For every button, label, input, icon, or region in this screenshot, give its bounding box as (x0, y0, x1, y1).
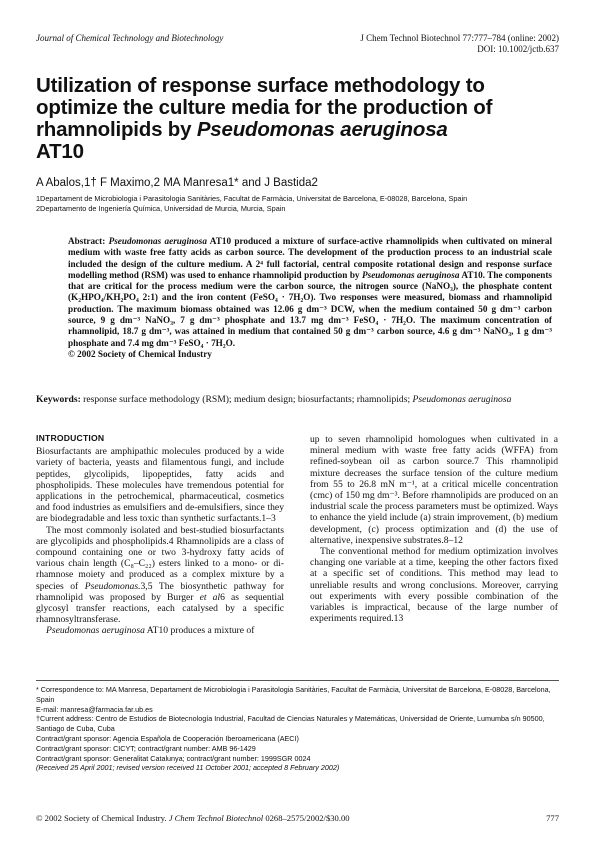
doi-line: DOI: 10.1002/jctb.637 (477, 44, 559, 54)
journal-name: Journal of Chemical Technology and Biotechnology (36, 33, 224, 43)
footnote-received-dates: (Received 25 April 2001; revised version received 11 October 2001; accepted 8 February 2002) (36, 763, 340, 773)
intro-paragraph-1: Biosurfactants are amphipathic molecules produced by a wide variety of bacteria, yeasts and filamentous fungi, and include peptides, glycolipids, lipopeptides, fatty acids and phospholipids. These molecules have tremendous potential for applications in the petrochemical, pharmaceutical, cosmetics and food industries as emulsifiers and de-emulsifiers, since they are biodegradable and less toxic than synthetic surfactants.1–3 (36, 446, 284, 525)
title-part-2: AT10 (36, 140, 84, 163)
intro-paragraph-4: The conventional method for medium optimization involves changing one variable at a time, keeping the other factors fixed at a specific set of conditions. This method may lead to unreliable results and wrong conclusions. Moreover, carrying out experiments with every possible combination of the variables is impractical, because of the large number of experiments required.13 (310, 546, 558, 625)
abstract (68, 236, 552, 360)
title-organism: Pseudomonas aeruginosa (196, 118, 448, 141)
left-column (36, 433, 284, 637)
journal-citation (360, 33, 559, 55)
citation-line: J Chem Technol Biotechnol 77:777–784 (online: 2002) (360, 33, 559, 43)
abstract-organism: Pseudomonas aeruginosa (108, 236, 207, 246)
footnote-email: E-mail: manresa@farmacia.far.ub.es (36, 704, 153, 714)
keywords-organism: Pseudomonas aeruginosa (412, 394, 512, 405)
keywords (36, 394, 556, 406)
footer-copyright: © 2002 Society of Chemical Industry. J Chem Technol Biotechnol 0268–2575/2002/$30.00 (36, 813, 350, 823)
abstract-copyright: © 2002 Society of Chemical Industry (68, 348, 212, 359)
abstract-text-b: AT10. The components that are critical for the process medium were the carbon source, the nitrogen source (NaNO₃), the phosphate content (K₂HPO₄/KH₂PO₄ 2:1) and the iron content (FeSO₄ · 7H₂O). Two responses were measured, biomass and rhamnolipid production. The maximum biomass obtained was 12.06 g dm⁻³ DCW, when the medium contained 50 g dm⁻³ carbon source, 9 g dm⁻³ NaNO₃, 7 g dm⁻³ phosphate and 13.7 mg dm⁻³ FeSO₄ · 7H₂O. The maximum concentration of rhamnolipid, 18.7 g dm⁻³, was attained in medium that contained 50 g dm⁻³ carbon source, 4.6 g dm⁻³ NaNO₃, 1 g dm⁻³ phosphate and 7.4 mg dm⁻³ FeSO₄ · 7H₂O. (68, 269, 552, 348)
keywords-text: response surface methodology (RSM); medium design; biosurfactants; rhamnolipids; (83, 394, 411, 405)
article-title (36, 75, 566, 163)
keywords-label: Keywords: (36, 394, 81, 405)
title-part-1: Utilization of response surface methodology to optimize the culture media for the production of rhamnolipids by (36, 74, 493, 141)
footnote-sponsor-3: Contract/grant sponsor: Generalitat Catalunya; contract/grant number: 1999SGR 0024 (36, 753, 311, 763)
page-number: 777 (546, 813, 559, 823)
footnote-correspondence: * Correspondence to: MA Manresa, Departament de Microbiologia i Parasitologia Sanitàries, Facultat de Farmàcia, Universitat de Barcelona, E-08028, Barcelona, Spain (36, 685, 551, 704)
footnote-current-address: †Current address: Centro de Estudios de Biotecnología Industrial, Facultad de Ciencias Naturales y Matemáticas, Universidad de Oriente, Lumumba s/n 90500, Santiago de Cuba, Cuba (36, 714, 545, 734)
abstract-label: Abstract: (68, 236, 106, 246)
affiliation-1: 1Departament de Microbiologia i Parasitologia Sanitàries, Facultat de Farmàcia, Universitat de Barcelona, E-08028, Barcelona, Spain (36, 194, 468, 203)
footnote-sponsor-2: Contract/grant sponsor: CICYT; contract/grant number: AMB 96-1429 (36, 743, 256, 753)
right-column (310, 434, 558, 624)
footnote-sponsor-1: Contract/grant sponsor: Agencia Española de Cooperación Iberoamericana (AECI) (36, 733, 299, 743)
footnotes (36, 685, 566, 773)
section-heading-introduction: INTRODUCTION (36, 433, 105, 443)
abstract-text-a: AT10 produced a mixture of surface-active rhamnolipids when cultivated on mineral medium with waste free fatty acids as carbon source. The development of the production process to an industrial scale included the design of the culture medium. A 2⁴ full factorial, central composite rotational design and response surface modelling method (RSM) was used to enhance rhamnolipid production by (68, 236, 553, 280)
intro-paragraph-2: The most commonly isolated and best-studied biosurfactants are glycolipids and phospholipids.4 Rhamnolipids are a class of compound containing one or two 3-hydroxy fatty acids of various chain length (C₈–C₂₂) esters linked to a mono- or di-rhamnose moiety and produced as a complex mixture by a species of Pseudomonas.3,5 The biosynthetic pathway for rhamnolipid was proposed by Burger et al6 as sequential glycosyl transfer reactions, each catalysed by a specific rhamnosyltransferase. (36, 524, 284, 626)
author-list: A Abalos,1† F Maximo,2 MA Manresa1* and J Bastida2 (36, 177, 318, 189)
abstract-organism-2: Pseudomonas aeruginosa (362, 269, 460, 280)
intro-paragraph-3-continued: up to seven rhamnolipid homologues when cultivated in a mineral medium with waste free fatty acids (WFFA) from refined-soybean oil as carbon source.7 This rhamnolipid mixture decreases the surface tension of the culture medium from 55 to 26.8 mN m⁻¹, at a critical micelle concentration (cmc) of 150 mg dm⁻³. Before rhamnolipids are produced on an industrial scale the process parameters must be optimized. Ways to enhance the yield include (a) strain improvement, (b) medium development, (c) process optimization and (d) the use of alternative, inexpensive substrates.8–12 (310, 434, 558, 546)
footnote-divider (36, 680, 559, 681)
affiliation-2: 2Departamento de Ingeniería Química, Universidad de Murcia, Murcia, Spain (36, 203, 286, 213)
intro-paragraph-3: Pseudomonas aeruginosa AT10 produces a mixture of (46, 625, 255, 637)
affiliations (36, 194, 566, 213)
